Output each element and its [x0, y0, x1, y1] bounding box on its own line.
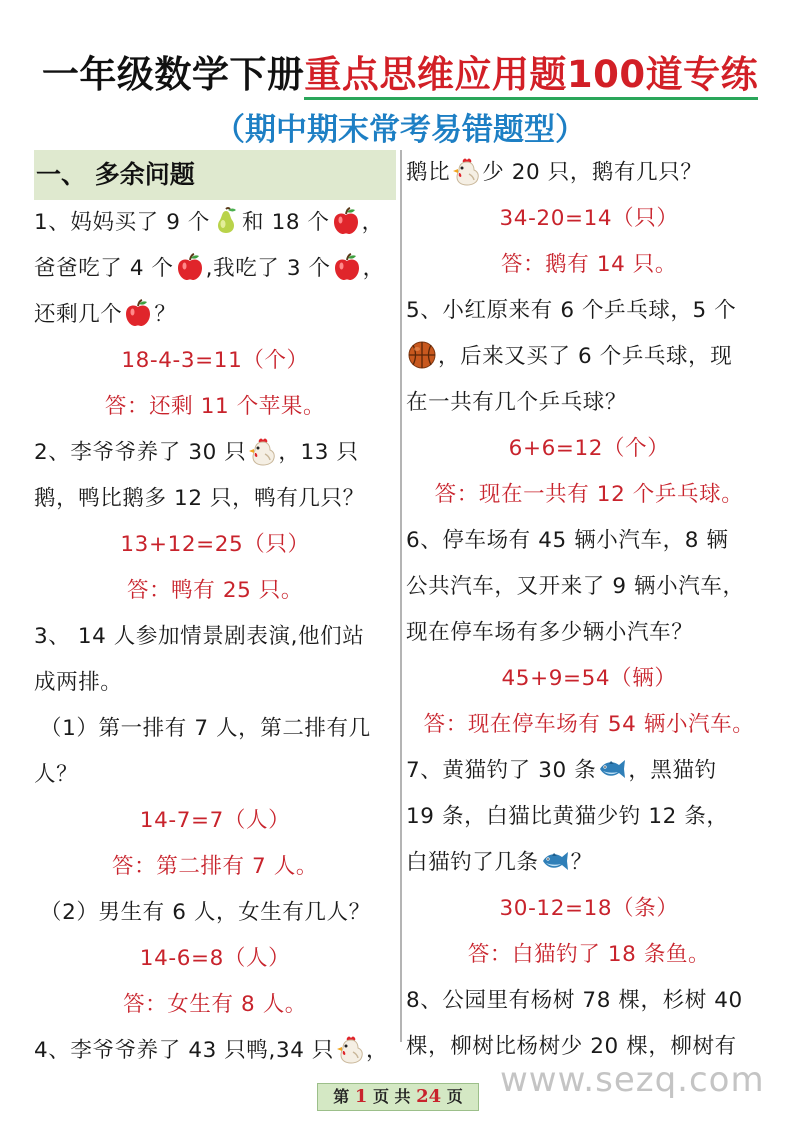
q6-line-2: 公共汽车，又开来了 9 辆小汽车，: [406, 574, 745, 599]
q5-line-3: 在一共有几个乒乓球？: [406, 390, 628, 415]
apple-icon: [331, 206, 361, 236]
q6-line-3: 现在停车场有多少辆小汽车？: [406, 620, 694, 645]
apple-icon: [175, 252, 205, 282]
q3-line-1: 3、 14 人参加情景剧表演,他们站: [34, 624, 365, 649]
fish-icon: [540, 846, 570, 876]
q5-line-1: 5、小红原来有 6 个乒乓球，5 个: [406, 298, 737, 323]
q3-part1-answer: 答：第二排有 7 人。: [112, 854, 318, 879]
rooster-icon: [335, 1034, 365, 1064]
apple-icon: [332, 252, 362, 282]
q3-part2-answer: 答：女生有 8 人。: [123, 992, 307, 1017]
apple-icon: [123, 298, 153, 328]
rooster-icon: [247, 436, 277, 466]
q1-line-1: 1、妈妈买了 9 个 和 18 个 ，: [34, 200, 396, 246]
q4-line-2: 鹅比 少 20 只，鹅有几只？: [406, 150, 772, 196]
q1-line-3: 还剩几个 ？: [34, 292, 396, 338]
q8-line-1: 8、公园里有杨树 78 棵，杉树 40: [406, 988, 743, 1013]
q6-equation: 45+9=54（辆）: [501, 666, 677, 691]
q4-line-1: 4、李爷爷养了 43 只鸭,34 只 ，: [34, 1028, 396, 1074]
column-divider: [400, 150, 402, 1042]
q6-answer: 答：现在停车场有 54 辆小汽车。: [423, 712, 755, 737]
q2-line-2: 鹅，鸭比鹅多 12 只，鸭有几只？: [34, 486, 365, 511]
q1-answer: 答：还剩 11 个苹果。: [104, 394, 326, 419]
q3-part2-equation: 14-6=8（人）: [139, 946, 291, 971]
basketball-icon: [407, 340, 437, 370]
page-subtitle: （期中期末常考易错题型）: [214, 112, 586, 148]
watermark: www.sezq.com: [500, 1060, 765, 1100]
q3-part1-line-1: （1）第一排有 7 人，第二排有几: [40, 716, 371, 741]
q5-line-2: ，后来又买了 6 个乒乓球，现: [406, 334, 772, 380]
q7-line-1: 7、黄猫钓了 30 条 ，黑猫钓: [406, 748, 772, 794]
q4-answer: 答：鹅有 14 只。: [500, 252, 678, 277]
title-part-2: 重点思维应用题100道专练: [304, 53, 758, 100]
title-part-1: 一年级数学下册: [41, 53, 305, 96]
left-column: [34, 150, 396, 1074]
q2-line-1: 2、李爷爷养了 30 只 ，13 只: [34, 430, 396, 476]
q8-line-2: 棵，柳树比杨树少 20 棵，柳树有: [406, 1034, 737, 1059]
pear-icon: [211, 206, 241, 236]
q1-equation: 18-4-3=11（个）: [121, 348, 309, 373]
q2-answer: 答：鸭有 25 只。: [126, 578, 304, 603]
q4-equation: 34-20=14（只）: [499, 206, 679, 231]
q2-equation: 13+12=25（只）: [120, 532, 310, 557]
section-title: 一、 多余问题: [34, 150, 396, 200]
q6-line-1: 6、停车场有 45 辆小汽车，8 辆: [406, 528, 729, 553]
rooster-icon: [451, 156, 481, 186]
q7-line-3: 白猫钓了几条 ？: [406, 840, 772, 886]
q5-equation: 6+6=12（个）: [508, 436, 670, 461]
fish-icon: [597, 754, 627, 784]
q1-line-2: 爸爸吃了 4 个 ,我吃了 3 个 ，: [34, 246, 396, 292]
q3-part2-line-1: （2）男生有 6 人，女生有几人？: [40, 900, 371, 925]
q7-line-2: 19 条，白猫比黄猫少钓 12 条，: [406, 804, 729, 829]
q3-part1-line-2: 人？: [34, 762, 79, 787]
q3-line-2: 成两排。: [34, 670, 123, 695]
page-number: 第 1 页 共 24 页: [317, 1083, 479, 1111]
q7-equation: 30-12=18（条）: [499, 896, 679, 921]
right-column: [406, 150, 772, 1070]
page-title: [0, 44, 800, 98]
q5-answer: 答：现在一共有 12 个乒乓球。: [434, 482, 744, 507]
q3-part1-equation: 14-7=7（人）: [139, 808, 291, 833]
q7-answer: 答：白猫钓了 18 条鱼。: [467, 942, 711, 967]
